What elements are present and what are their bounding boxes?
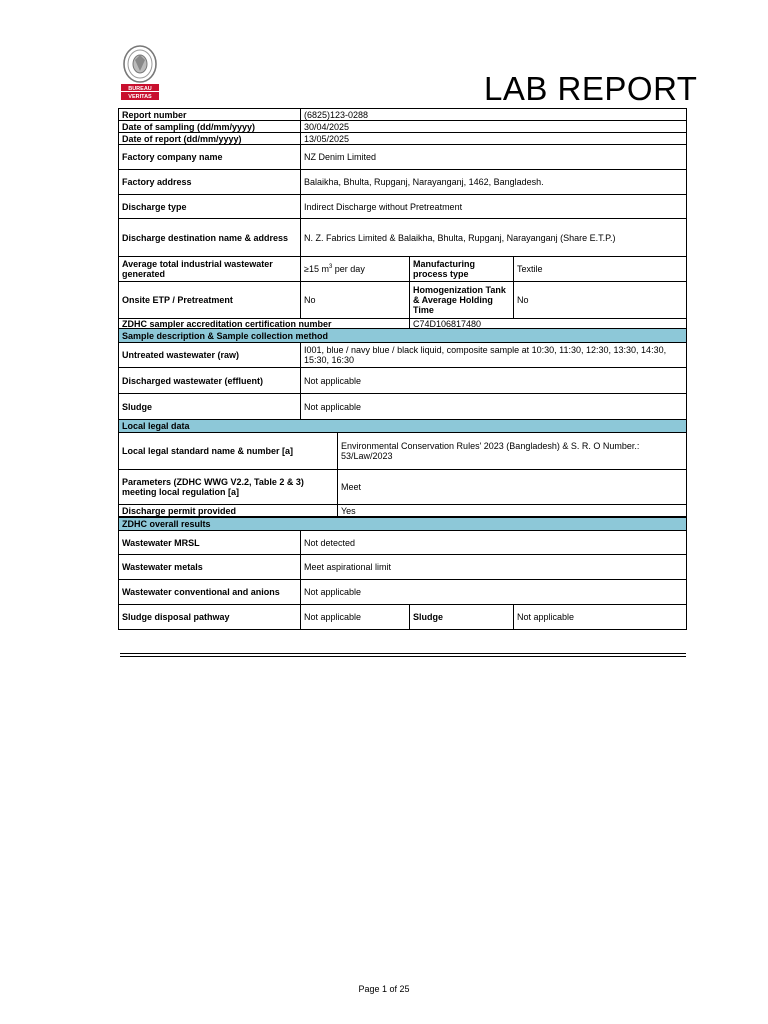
table-row: [119, 329, 687, 343]
field-label: Factory company name: [119, 145, 301, 170]
homogenization-value: No: [514, 282, 687, 319]
field-label: Date of sampling (dd/mm/yyyy): [119, 121, 301, 133]
field-label: Sludge: [119, 394, 301, 420]
field-label: Wastewater MRSL: [119, 531, 301, 555]
divider: [120, 656, 686, 657]
field-label: Discharge permit provided: [119, 505, 338, 517]
table-row: [119, 470, 687, 505]
logo-top-text: BUREAU: [128, 85, 152, 92]
manufacturing-process: Textile: [514, 257, 687, 282]
factory-address: Balaikha, Bhulta, Rupganj, Narayanganj, 1462, Bangladesh.: [301, 170, 687, 195]
field-label: Average total industrial wastewater generated: [119, 257, 301, 282]
factory-name: NZ Denim Limited: [301, 145, 687, 170]
page-number: Page 1 of 25: [358, 984, 410, 994]
sample-description-table: [118, 328, 687, 420]
report-date: 13/05/2025: [301, 133, 687, 145]
table-row: [119, 531, 687, 555]
zdhc-results-table: [118, 517, 687, 630]
field-label: Date of report (dd/mm/yyyy): [119, 133, 301, 145]
field-label: ZDHC sampler accreditation certification number: [119, 319, 410, 330]
table-row: [119, 145, 687, 170]
table-row: [119, 518, 687, 531]
table-row: [119, 394, 687, 420]
field-label: Discharge destination name & address: [119, 219, 301, 257]
field-label: Untreated wastewater (raw): [119, 343, 301, 368]
section-heading: Local legal data: [119, 420, 687, 433]
table-row: [119, 109, 687, 121]
field-label: Discharged wastewater (effluent): [119, 368, 301, 394]
section-heading: Sample description & Sample collection method: [119, 329, 687, 343]
field-label: Sludge: [410, 605, 514, 630]
sampling-date: 30/04/2025: [301, 121, 687, 133]
metals-value: Meet aspirational limit: [301, 555, 687, 580]
discharge-destination: N. Z. Fabrics Limited & Balaikha, Bhulta, Rupganj, Narayanganj (Share E.T.P.): [301, 219, 687, 257]
discharge-type: Indirect Discharge without Pretreatment: [301, 195, 687, 219]
table-row: [119, 121, 687, 133]
conventional-value: Not applicable: [301, 580, 687, 605]
table-row: [119, 343, 687, 368]
report-info-table: [118, 108, 687, 330]
sludge-value: Not applicable: [301, 394, 687, 420]
table-row: [119, 368, 687, 394]
untreated-value: I001, blue / navy blue / black liquid, composite sample at 10:30, 11:30, 12:30, 13:30, 14:30, 15:30, 16:30: [301, 343, 687, 368]
seal-icon: [124, 46, 156, 82]
table-row: [119, 170, 687, 195]
table-row: [119, 257, 687, 282]
table-row: [119, 580, 687, 605]
field-label: Manufacturing process type: [410, 257, 514, 282]
table-row: [119, 282, 687, 319]
table-row: [119, 605, 687, 630]
table-row: [119, 195, 687, 219]
etp-value: No: [301, 282, 410, 319]
field-label: Parameters (ZDHC WWG V2.2, Table 2 & 3) meeting local regulation [a]: [119, 470, 338, 505]
table-row: [119, 505, 687, 517]
field-label: Report number: [119, 109, 301, 121]
table-row: [119, 219, 687, 257]
report-number: (6825)123-0288: [301, 109, 687, 121]
field-label: Onsite ETP / Pretreatment: [119, 282, 301, 319]
divider: [120, 653, 686, 654]
field-label: Discharge type: [119, 195, 301, 219]
parameters-value: Meet: [338, 470, 687, 505]
mrsl-value: Not detected: [301, 531, 687, 555]
field-label: Factory address: [119, 170, 301, 195]
sludge-result-value: Not applicable: [514, 605, 687, 630]
page-title: LAB REPORT: [484, 70, 698, 107]
avg-wastewater-value: ≥15 $m^3$ per day: [301, 257, 410, 282]
field-label: Wastewater metals: [119, 555, 301, 580]
permit-value: Yes: [338, 505, 687, 517]
field-label: Sludge disposal pathway: [119, 605, 301, 630]
section-heading: ZDHC overall results: [119, 518, 687, 531]
legal-standard-value: Environmental Conservation Rules' 2023 (Bangladesh) & S. R. O Number.: 53/Law/2023: [338, 433, 687, 470]
field-label: Wastewater conventional and anions: [119, 580, 301, 605]
bureau-veritas-logo: [118, 44, 162, 102]
field-label: Homogenization Tank & Average Holding Time: [410, 282, 514, 319]
legal-data-table: [118, 419, 687, 517]
sampler-number: C74D106817480: [410, 319, 687, 330]
discharged-value: Not applicable: [301, 368, 687, 394]
table-row: [119, 420, 687, 433]
disposal-value: Not applicable: [301, 605, 410, 630]
table-row: [119, 433, 687, 470]
logo-bottom-text: VERITAS: [128, 94, 152, 100]
field-label: Local legal standard name & number [a]: [119, 433, 338, 470]
table-row: [119, 133, 687, 145]
table-row: [119, 555, 687, 580]
